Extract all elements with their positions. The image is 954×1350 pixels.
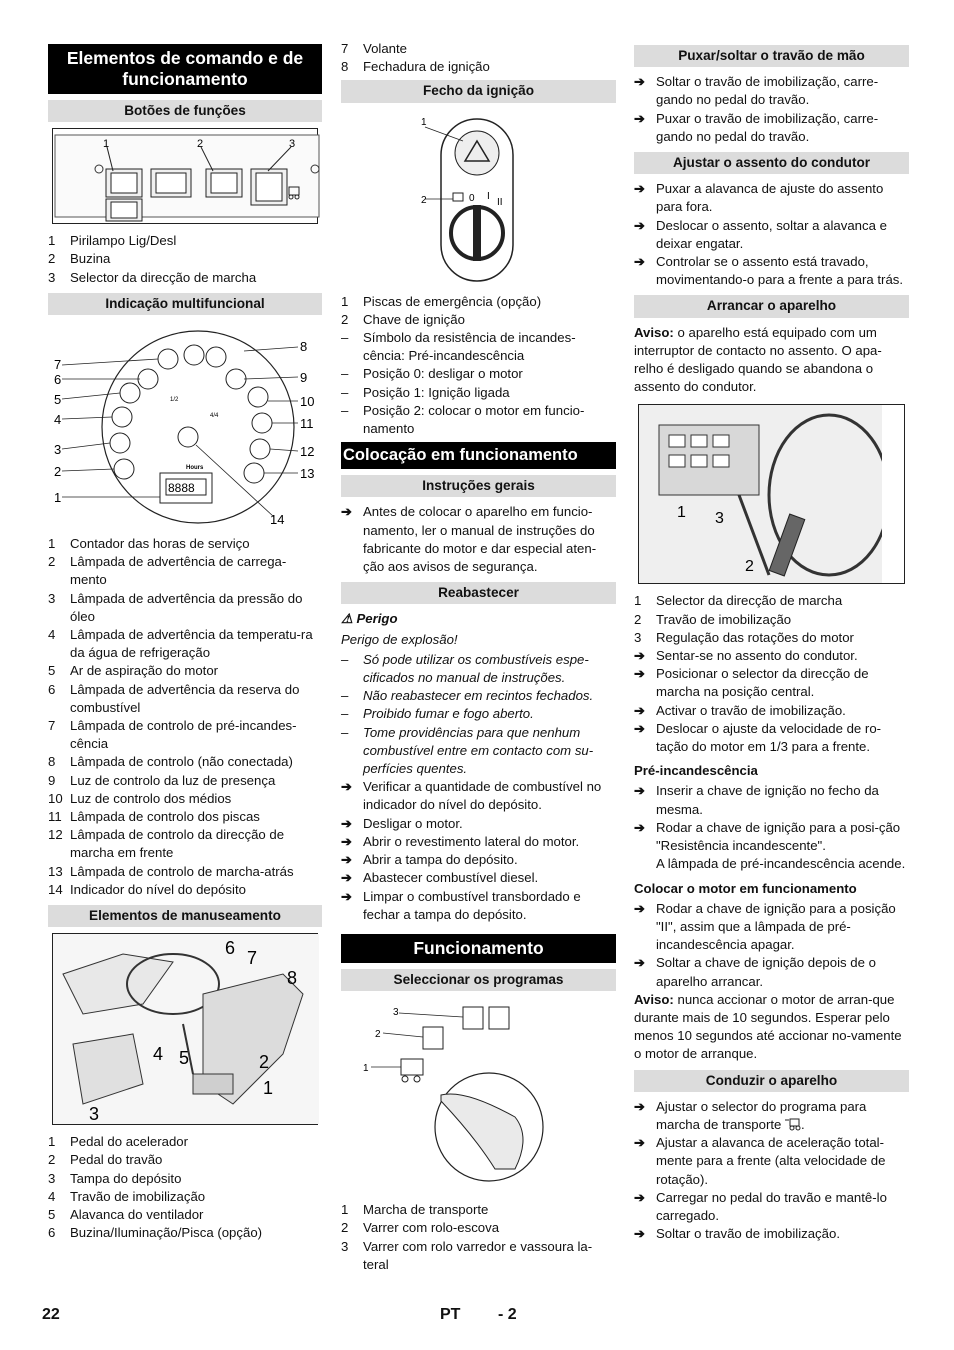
list-manuseamento (48, 1133, 322, 1242)
subheading-colocar-motor: Colocar o motor em funcionamento (634, 880, 857, 896)
list-arrancar-steps (634, 647, 909, 756)
subsection-title-travao: Puxar/soltar o travão de mão (634, 45, 909, 67)
pre-note: A lâmpada de pré-incandescência acende. (656, 856, 906, 872)
fig-label-3: 3 (289, 138, 296, 151)
gauge-label-7: 7 (54, 357, 62, 373)
fig-label-1: 1 (103, 138, 110, 151)
list-item: ➔ Controlar se o assento está travado, movimentando-o para a frente a para trás. (634, 253, 909, 289)
programas-label-2: 2 (375, 1029, 381, 1041)
list-item: ➔ Soltar a chave de ignição depois de o aparelho arrancar. (634, 954, 909, 990)
manuseamento-label-7: 7 (247, 948, 258, 969)
arrancar-label-3: 3 (715, 510, 724, 528)
hours-counter: 8888 (168, 481, 195, 496)
list-manuseamento-cont (341, 40, 616, 76)
list-item: 13 Lâmpada de controlo de marcha-atrás (48, 863, 294, 879)
column-1 (48, 40, 322, 1243)
list-item: ➔ Sentar-se no assento do condutor. (634, 647, 909, 665)
list-item: 3 Tampa do depósito (48, 1170, 182, 1186)
list-item: 2 Lâmpada de advertência de carrega-mento (48, 554, 287, 588)
list-item: 8 Lâmpada de controlo (não conectada) (48, 754, 293, 770)
list-arrancar (634, 592, 909, 647)
list-item: ➔ Desligar o motor. (341, 815, 616, 833)
manuseamento-label-5: 5 (179, 1048, 190, 1069)
subsection-title-conduzir: Conduzir o aparelho (634, 1070, 909, 1092)
gauge-label-10: 10 (300, 394, 315, 410)
gauge-label-8: 8 (300, 339, 308, 355)
list-botoes (48, 232, 322, 287)
section-title-colocacao: Colocação em funcionamento (341, 442, 616, 469)
figure-function-buttons (52, 128, 318, 224)
notice-seat-switch: Aviso: o aparelho está equipado com um interruptor de contacto no assento. O apa-relho é desligado quando se abandona o assento do condutor. (634, 324, 882, 395)
programas-label-3: 3 (393, 1007, 399, 1019)
list-item: ➔ Activar o travão de imobilização. (634, 702, 909, 720)
list-item: 10 Luz de controlo dos médios (48, 790, 232, 806)
list-item: ➔ Limpar o combustível transbordado e fechar a tampa do depósito. (341, 888, 616, 924)
section-title-elementos: Elementos de comando e de funcionamento (48, 44, 322, 94)
list-item: ➔ Abrir o revestimento lateral do motor. (341, 833, 616, 851)
list-item: ➔ Abastecer combustível diesel. (341, 869, 616, 887)
list-item: 3 Lâmpada de advertência da pressão do óleo (48, 590, 303, 624)
list-item: 5 Ar de aspiração do motor (48, 663, 219, 679)
page-number: 22 (42, 1306, 60, 1323)
list-item: 2 Chave de ignição (341, 311, 465, 327)
gauge-label-6: 6 (54, 372, 62, 388)
manuseamento-label-8: 8 (287, 968, 298, 989)
list-item: ➔ Inserir a chave de ignição no fecho da mesma. (634, 782, 909, 818)
list-item: 2 Pedal do travão (48, 1152, 163, 1168)
gauge-full-label: 4/4 (210, 413, 219, 420)
figure-ignition-lock (345, 109, 612, 285)
list-item: ➔ Soltar o travão de imobilização, carre-gando no pedal do travão. (634, 73, 909, 109)
list-item: ➔ Rodar a chave de ignição para a posição "II", assim que a lâmpada de pré-incandescência apagar. (634, 900, 909, 955)
list-item: 12 Lâmpada de controlo da direcção de marcha em frente (48, 827, 285, 861)
list-item: 6 Lâmpada de advertência da reserva do combustível (48, 681, 300, 715)
list-item: ➔ Puxar o travão de imobilização, carre-gando no pedal do travão. (634, 110, 909, 146)
manuseamento-label-4: 4 (153, 1044, 164, 1065)
subsection-title-indicacao: Indicação multifuncional (48, 293, 322, 315)
fecho-position-1: I (487, 190, 490, 202)
list-item: – Proibido fumar e fogo aberto. (341, 705, 616, 723)
list-item: 8 Fechadura de ignição (341, 59, 490, 75)
column-2 (341, 40, 616, 1274)
gauge-label-14: 14 (270, 512, 285, 528)
list-item: – Símbolo da resistência de incandes-cência: Pré-incandescência (341, 330, 576, 364)
list-item: – Não reabastecer em recintos fechados. (341, 687, 616, 705)
gauge-label-11: 11 (300, 416, 314, 432)
figure-multifunction-display (48, 321, 322, 527)
list-reabastecer (341, 778, 616, 924)
list-item: ➔ Abrir a tampa do depósito. (341, 851, 616, 869)
gauge-label-1: 1 (54, 490, 62, 506)
list-item: 9 Luz de controlo da luz de presença (48, 772, 276, 788)
list-indicacao (48, 535, 322, 899)
list-item: 2 Buzina (48, 251, 111, 267)
list-conduzir (634, 1098, 909, 1244)
subsection-title-manuseamento: Elementos de manuseamento (48, 905, 322, 927)
manuseamento-label-3: 3 (89, 1104, 100, 1125)
list-perigo (341, 651, 616, 778)
list-item: 1 Selector da direcção de marcha (634, 593, 843, 609)
gauge-label-2: 2 (54, 464, 62, 480)
gauge-label-12: 12 (300, 444, 315, 460)
subsection-title-reabastecer: Reabastecer (341, 582, 616, 604)
list-colocar (634, 900, 909, 991)
subheading-pre-incandescencia: Pré-incandescência (634, 763, 758, 779)
list-item: – Tome providências para que nenhum combustível entre em contacto com su-perfícies quentes. (341, 724, 616, 779)
list-item: 4 Travão de imobilização (48, 1188, 206, 1204)
manuseamento-label-6: 6 (225, 938, 236, 959)
list-instrucoes (341, 503, 616, 576)
subsection-title-programas: Seleccionar os programas (341, 969, 616, 991)
programas-label-1: 1 (363, 1063, 369, 1075)
list-item: 1 Piscas de emergência (opção) (341, 293, 542, 309)
subsection-title-fecho: Fecho da ignição (341, 80, 616, 102)
list-item: 3 Regulação das rotações do motor (634, 629, 854, 645)
gauge-label-9: 9 (300, 370, 308, 386)
list-programas (341, 1201, 616, 1274)
list-item: 1 Contador das horas de serviço (48, 536, 250, 552)
subsection-title-botoes: Botões de funções (48, 100, 322, 122)
column-3 (634, 40, 909, 1243)
fig-label-2: 2 (197, 138, 204, 151)
list-item: 11 Lâmpada de controlo dos piscas (48, 809, 260, 825)
gauge-label-13: 13 (300, 466, 315, 482)
list-item: ➔ Deslocar o ajuste da velocidade de ro-tação do motor em 1/3 para a frente. (634, 720, 909, 756)
figure-program-selector (345, 997, 612, 1193)
list-item: – Só pode utilizar os combustíveis espe-cificados no manual de instruções. (341, 651, 616, 687)
danger-heading: ⚠ Perigo (341, 611, 398, 627)
list-item: 1 Pirilampo Lig/Desl (48, 233, 177, 249)
list-item: 7 Lâmpada de controlo de pré-incandes-cência (48, 718, 297, 752)
list-assento (634, 180, 909, 289)
list-item: 2 Travão de imobilização (634, 611, 792, 627)
subsection-title-assento: Ajustar o assento do condutor (634, 152, 909, 174)
list-item: 3 Selector da direcção de marcha (48, 269, 257, 285)
fecho-position-2: II (497, 196, 503, 208)
list-item: ➔ Carregar no pedal do travão e mantê-lo carregado. (634, 1189, 909, 1225)
transport-mode-icon (785, 1117, 801, 1131)
arrancar-label-2: 2 (745, 558, 754, 576)
list-item: – Posição 0: desligar o motor (341, 366, 523, 382)
fecho-label-2: 2 (421, 194, 427, 206)
list-item: ➔ Posicionar o selector da direcção de marcha na posição central. (634, 665, 909, 701)
list-item: – Posição 2: colocar o motor em funcio-namento (341, 402, 585, 437)
list-item: ➔ Ajustar a alavanca de aceleração total-mente para a frente (alta velocidade de rotação). (634, 1134, 909, 1189)
list-item: ➔ Antes de colocar o aparelho em funcio-namento, ler o manual de instruções do fabricante do motor e dar especial aten-ção aos avisos de segurança. (341, 503, 616, 576)
list-travao (634, 73, 909, 146)
list-item: ➔ Deslocar o assento, soltar a alavanca e deixar engatar. (634, 217, 909, 253)
list-item: 1 Marcha de transporte (341, 1202, 489, 1218)
gauge-half-label: 1/2 (170, 397, 179, 404)
list-item: ➔ Soltar o travão de imobilização. (634, 1225, 909, 1243)
list-item: 3 Varrer com rolo varredor e vassoura la-teral (341, 1238, 593, 1272)
list-pre (634, 782, 909, 855)
language-code: PT (440, 1306, 461, 1323)
list-item: – Posição 1: Ignição ligada (341, 384, 510, 400)
list-item: ➔ Rodar a chave de ignição para a posi-ção "Resistência incandescente". (634, 819, 909, 855)
fecho-label-1: 1 (421, 116, 427, 128)
section-title-funcionamento: Funcionamento (341, 934, 616, 963)
page-subnumber: - 2 (498, 1306, 517, 1323)
list-item: ➔ Puxar a alavanca de ajuste do assento para fora. (634, 180, 909, 216)
list-item: 7 Volante (341, 41, 407, 56)
danger-subtitle: Perigo de explosão! (341, 631, 458, 647)
subsection-title-instrucoes: Instruções gerais (341, 475, 616, 497)
list-item: 4 Lâmpada de advertência da temperatu-ra da água de refrigeração (48, 627, 313, 661)
figure-start-controls (638, 404, 905, 584)
list-item: 14 Indicador do nível do depósito (48, 881, 246, 897)
fecho-position-0: 0 (469, 192, 475, 204)
list-item: ➔ Verificar a quantidade de combustível no indicador do nível do depósito. (341, 778, 616, 814)
list-item: 5 Alavanca do ventilador (48, 1207, 204, 1223)
manuseamento-label-1: 1 (263, 1078, 274, 1099)
gauge-label-5: 5 (54, 392, 62, 408)
list-item: 1 Pedal do acelerador (48, 1134, 189, 1150)
warning-triangle-icon: ⚠ (341, 611, 353, 627)
list-item: ➔ Ajustar o selector do programa para marcha de transporte . (634, 1098, 909, 1134)
arrancar-label-1: 1 (677, 504, 686, 522)
gauge-label-3: 3 (54, 442, 62, 458)
list-item: 6 Buzina/Iluminação/Pisca (opção) (48, 1225, 263, 1241)
hours-label: Hours (186, 465, 204, 472)
notice-starter: Aviso: nunca accionar o motor de arran-que durante mais de 10 segundos. Esperar pelo menos 10 segundos até accionar no-vamente o motor de arranque. (634, 991, 902, 1062)
list-fecho (341, 293, 616, 439)
manuseamento-label-2: 2 (259, 1052, 270, 1073)
list-item: 2 Varrer com rolo-escova (341, 1220, 500, 1236)
figure-operating-elements (52, 933, 318, 1125)
subsection-title-arrancar: Arrancar o aparelho (634, 295, 909, 317)
gauge-label-4: 4 (54, 412, 62, 428)
